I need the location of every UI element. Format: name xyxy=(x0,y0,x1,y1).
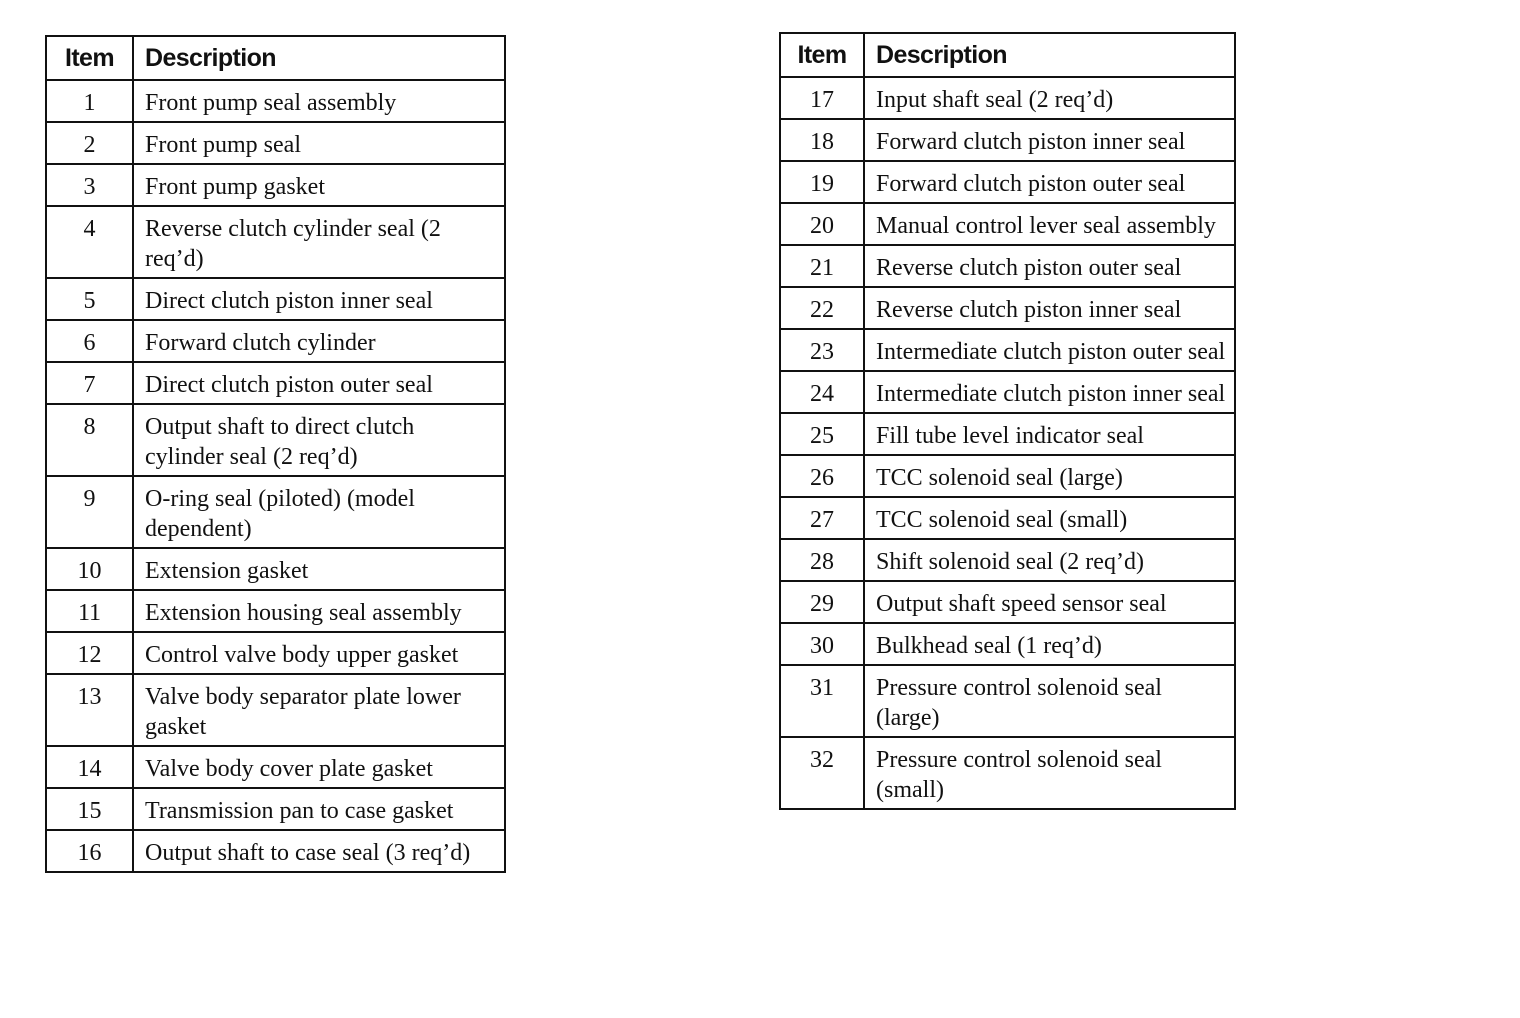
table-row xyxy=(780,161,1235,203)
description-cell: Valve body separator plate lower gasket xyxy=(133,674,505,746)
description-cell: TCC solenoid seal (small) xyxy=(864,497,1235,539)
item-number-cell: 14 xyxy=(46,746,133,788)
item-number-cell: 12 xyxy=(46,632,133,674)
description-cell: Manual control lever seal assembly xyxy=(864,203,1235,245)
description-cell: Forward clutch cylinder xyxy=(133,320,505,362)
table-row xyxy=(46,674,505,746)
item-number-cell: 4 xyxy=(46,206,133,278)
table-row xyxy=(46,548,505,590)
description-cell: O-ring seal (piloted) (model dependent) xyxy=(133,476,505,548)
description-cell: Output shaft to case seal (3 req’d) xyxy=(133,830,505,872)
table-row xyxy=(780,623,1235,665)
description-cell: Front pump gasket xyxy=(133,164,505,206)
description-cell: Fill tube level indicator seal xyxy=(864,413,1235,455)
parts-table-right xyxy=(779,32,1236,810)
table-row xyxy=(780,245,1235,287)
description-cell: Shift solenoid seal (2 req’d) xyxy=(864,539,1235,581)
table-row xyxy=(780,497,1235,539)
item-number-cell: 8 xyxy=(46,404,133,476)
table-row xyxy=(780,119,1235,161)
table-row xyxy=(46,590,505,632)
description-cell: Front pump seal xyxy=(133,122,505,164)
item-number-cell: 17 xyxy=(780,77,864,119)
description-cell: Pressure control solenoid seal (small) xyxy=(864,737,1235,809)
table-row xyxy=(780,581,1235,623)
item-number-cell: 3 xyxy=(46,164,133,206)
description-cell: Input shaft seal (2 req’d) xyxy=(864,77,1235,119)
item-number-cell: 18 xyxy=(780,119,864,161)
table-row xyxy=(46,788,505,830)
table-row xyxy=(780,203,1235,245)
description-cell: Reverse clutch cylinder seal (2 req’d) xyxy=(133,206,505,278)
table-row xyxy=(780,737,1235,809)
table-row xyxy=(780,371,1235,413)
table-body xyxy=(780,77,1235,809)
description-cell: TCC solenoid seal (large) xyxy=(864,455,1235,497)
table-row xyxy=(780,539,1235,581)
table-row xyxy=(46,476,505,548)
table-row xyxy=(780,287,1235,329)
description-column-header: Description xyxy=(864,33,1235,77)
table-row xyxy=(46,122,505,164)
table-row xyxy=(780,413,1235,455)
description-cell: Direct clutch piston inner seal xyxy=(133,278,505,320)
item-number-cell: 23 xyxy=(780,329,864,371)
item-number-cell: 26 xyxy=(780,455,864,497)
table-row xyxy=(780,455,1235,497)
description-cell: Intermediate clutch piston inner seal xyxy=(864,371,1235,413)
table-row xyxy=(46,830,505,872)
item-number-cell: 13 xyxy=(46,674,133,746)
item-number-cell: 30 xyxy=(780,623,864,665)
description-cell: Output shaft to direct clutch cylinder seal (2 req’d) xyxy=(133,404,505,476)
table-header-row xyxy=(780,33,1235,77)
description-cell: Direct clutch piston outer seal xyxy=(133,362,505,404)
item-number-cell: 22 xyxy=(780,287,864,329)
item-number-cell: 15 xyxy=(46,788,133,830)
table-row xyxy=(46,320,505,362)
table-row xyxy=(46,632,505,674)
table-body xyxy=(46,80,505,872)
item-number-cell: 2 xyxy=(46,122,133,164)
description-cell: Reverse clutch piston outer seal xyxy=(864,245,1235,287)
parts-table-left xyxy=(45,35,506,873)
description-cell: Pressure control solenoid seal (large) xyxy=(864,665,1235,737)
description-cell: Bulkhead seal (1 req’d) xyxy=(864,623,1235,665)
table-row xyxy=(46,362,505,404)
item-number-cell: 10 xyxy=(46,548,133,590)
item-number-cell: 27 xyxy=(780,497,864,539)
description-cell: Output shaft speed sensor seal xyxy=(864,581,1235,623)
description-cell: Intermediate clutch piston outer seal xyxy=(864,329,1235,371)
description-cell: Reverse clutch piston inner seal xyxy=(864,287,1235,329)
item-number-cell: 5 xyxy=(46,278,133,320)
table-row xyxy=(46,278,505,320)
item-number-cell: 19 xyxy=(780,161,864,203)
table-row xyxy=(46,206,505,278)
item-number-cell: 16 xyxy=(46,830,133,872)
description-cell: Valve body cover plate gasket xyxy=(133,746,505,788)
item-number-cell: 28 xyxy=(780,539,864,581)
table-row xyxy=(46,80,505,122)
item-column-header: Item xyxy=(46,36,133,80)
item-number-cell: 7 xyxy=(46,362,133,404)
table-row xyxy=(780,77,1235,119)
table-row xyxy=(780,329,1235,371)
table-row xyxy=(46,164,505,206)
item-column-header: Item xyxy=(780,33,864,77)
description-cell: Extension housing seal assembly xyxy=(133,590,505,632)
item-number-cell: 9 xyxy=(46,476,133,548)
item-number-cell: 1 xyxy=(46,80,133,122)
description-cell: Forward clutch piston outer seal xyxy=(864,161,1235,203)
item-number-cell: 6 xyxy=(46,320,133,362)
item-number-cell: 31 xyxy=(780,665,864,737)
description-cell: Transmission pan to case gasket xyxy=(133,788,505,830)
item-number-cell: 29 xyxy=(780,581,864,623)
description-cell: Forward clutch piston inner seal xyxy=(864,119,1235,161)
item-number-cell: 32 xyxy=(780,737,864,809)
description-cell: Front pump seal assembly xyxy=(133,80,505,122)
item-number-cell: 11 xyxy=(46,590,133,632)
description-cell: Extension gasket xyxy=(133,548,505,590)
table-row xyxy=(46,746,505,788)
item-number-cell: 21 xyxy=(780,245,864,287)
item-number-cell: 25 xyxy=(780,413,864,455)
description-column-header: Description xyxy=(133,36,505,80)
item-number-cell: 24 xyxy=(780,371,864,413)
table-header-row xyxy=(46,36,505,80)
item-number-cell: 20 xyxy=(780,203,864,245)
description-cell: Control valve body upper gasket xyxy=(133,632,505,674)
table-row xyxy=(46,404,505,476)
table-row xyxy=(780,665,1235,737)
